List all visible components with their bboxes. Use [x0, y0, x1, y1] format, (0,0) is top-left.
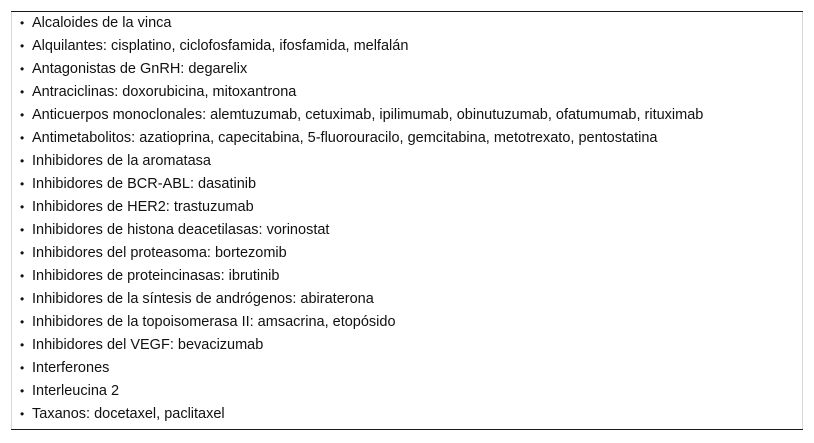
list-item [11, 265, 803, 288]
list-item-text: Inhibidores de la aromatasa [32, 153, 211, 169]
list-item [11, 380, 803, 403]
list-item [11, 35, 803, 58]
bullet-icon: • [20, 39, 25, 53]
list-item [11, 81, 803, 104]
bullet-icon: • [20, 177, 25, 191]
list-item-text: Alquilantes: cisplatino, ciclofosfamida, ifosfamida, melfalán [32, 38, 409, 54]
drug-class-list [11, 12, 803, 426]
list-item-text: Taxanos: docetaxel, paclitaxel [32, 406, 225, 422]
list-item [11, 127, 803, 150]
list-item [11, 403, 803, 426]
bullet-icon: • [20, 246, 25, 260]
list-item [11, 12, 803, 35]
list-item-text: Inhibidores de la síntesis de andrógenos: abiraterona [32, 291, 374, 307]
bullet-icon: • [20, 131, 25, 145]
bullet-icon: • [20, 292, 25, 306]
list-item-text: Anticuerpos monoclonales: alemtuzumab, cetuximab, ipilimumab, obinutuzumab, ofatumumab, rituximab [32, 107, 704, 123]
list-item [11, 196, 803, 219]
bullet-icon: • [20, 154, 25, 168]
list-item-text: Antimetabolitos: azatioprina, capecitabina, 5-fluorouracilo, gemcitabina, metotrexato, pentostatina [32, 130, 658, 146]
bullet-icon: • [20, 384, 25, 398]
list-item-text: Inhibidores de la topoisomerasa II: amsacrina, etopósido [32, 314, 396, 330]
bullet-icon: • [20, 200, 25, 214]
list-item [11, 219, 803, 242]
bullet-icon: • [20, 223, 25, 237]
list-item [11, 311, 803, 334]
list-item [11, 242, 803, 265]
bullet-icon: • [20, 108, 25, 122]
list-item-text: Antraciclinas: doxorubicina, mitoxantrona [32, 84, 297, 100]
drug-list-table [11, 11, 803, 430]
list-item [11, 173, 803, 196]
list-item [11, 288, 803, 311]
list-item-text: Alcaloides de la vinca [32, 15, 172, 31]
list-item [11, 58, 803, 81]
list-item-text: Antagonistas de GnRH: degarelix [32, 61, 248, 77]
list-item-text: Inhibidores del proteasoma: bortezomib [32, 245, 287, 261]
list-item-text: Interferones [32, 360, 110, 376]
list-item-text: Interleucina 2 [32, 383, 120, 399]
list-item [11, 357, 803, 380]
bullet-icon: • [20, 315, 25, 329]
list-item-text: Inhibidores de histona deacetilasas: vorinostat [32, 222, 330, 238]
list-item [11, 334, 803, 357]
list-item-text: Inhibidores de HER2: trastuzumab [32, 199, 254, 215]
list-item [11, 150, 803, 173]
bullet-icon: • [20, 85, 25, 99]
list-item-text: Inhibidores de BCR-ABL: dasatinib [32, 176, 257, 192]
list-item [11, 104, 803, 127]
bullet-icon: • [20, 338, 25, 352]
bullet-icon: • [20, 361, 25, 375]
bullet-icon: • [20, 62, 25, 76]
bullet-icon: • [20, 16, 25, 30]
list-item-text: Inhibidores de proteincinasas: ibrutinib [32, 268, 280, 284]
bullet-icon: • [20, 269, 25, 283]
list-item-text: Inhibidores del VEGF: bevacizumab [32, 337, 264, 353]
bullet-icon: • [20, 407, 25, 421]
